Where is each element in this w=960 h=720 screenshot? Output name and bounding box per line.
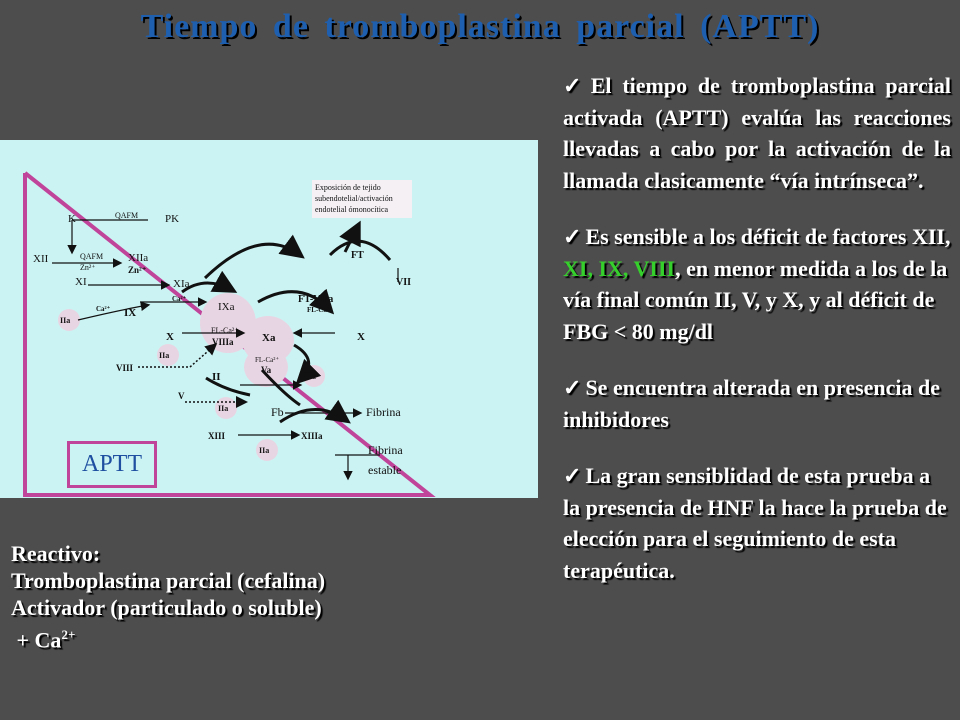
label-ft-viia: FT-VIIa xyxy=(298,294,334,305)
label-ft: FT xyxy=(351,250,364,261)
bullet-highlight: XI, IX, VIII xyxy=(563,255,676,281)
bullet-text-pre: Es sensible a los déficit de factores XII, xyxy=(585,224,951,249)
label-x-2: X xyxy=(357,331,365,343)
check-icon: ✓ xyxy=(563,73,587,98)
bullet-text: La gran sensiblidad de esta prueba a la presencia de HNF la hace la prueba de elección para el seguimiento de esta terapéutica. xyxy=(563,463,947,583)
label-qafm-1: QAFM xyxy=(115,211,139,220)
label-xi: XI xyxy=(75,276,87,288)
label-va: Va xyxy=(261,365,272,375)
label-xa: Xa xyxy=(262,332,276,344)
label-iia-5: IIa xyxy=(259,446,270,455)
label-ii: II xyxy=(212,371,221,383)
label-ca-2: Ca²⁺ xyxy=(96,305,111,313)
label-x-1: X xyxy=(166,331,174,343)
slide-title: Tiempo de tromboplastina parcial (APTT) xyxy=(140,8,820,45)
label-viii: VIII xyxy=(116,363,134,373)
label-xii: XII xyxy=(33,253,49,265)
label-pk: PK xyxy=(165,213,180,225)
bullet-item xyxy=(563,70,951,196)
label-ixa: IXa xyxy=(218,301,235,313)
label-flca-3: FL-Ca²⁺ xyxy=(307,306,333,314)
exposure-note-line2: subendotelial/activación xyxy=(315,194,393,203)
label-iia-3: IIa xyxy=(306,371,316,381)
check-icon: ✓ xyxy=(563,375,582,400)
label-k: K xyxy=(68,213,76,225)
label-flca-1: FL-Ca²⁺ xyxy=(211,326,239,335)
exposure-note-line1: Exposición de tejido xyxy=(315,183,381,192)
label-fibrina: Fibrina xyxy=(366,405,401,419)
reagent-line-2: Activador (particulado o soluble) xyxy=(11,595,322,620)
label-flca-2: FL-Ca²⁺ xyxy=(255,356,280,364)
bullet-text: El tiempo de tromboplastina parcial activada (APTT) evalúa las reacciones llevadas a cabo por la activación de la llamada clasicamente “vía intrínseca”. xyxy=(563,73,951,193)
bullet-item xyxy=(563,221,951,347)
reagent-heading: Reactivo: xyxy=(11,541,101,566)
label-iia-4: IIa xyxy=(218,404,229,413)
label-iia-1: IIa xyxy=(60,316,71,325)
check-icon: ✓ xyxy=(563,463,582,488)
label-ca-1: Ca²⁺ xyxy=(172,295,187,303)
bullet-text: Se encuentra alterada en presencia de inhibidores xyxy=(563,375,941,432)
label-v: V xyxy=(178,391,185,401)
label-fibrina-estable-2: estable xyxy=(368,463,402,477)
bullet-item xyxy=(563,372,951,435)
label-xiia: XIIa xyxy=(128,252,149,264)
label-vii: VII xyxy=(396,277,412,288)
label-fibrina-estable-1: Fibrina xyxy=(368,443,403,457)
check-icon: ✓ xyxy=(563,224,582,249)
label-xia: XIa xyxy=(173,278,190,290)
reagent-line-3 xyxy=(11,621,325,653)
label-xiiia: XIIIa xyxy=(301,431,323,441)
aptt-label-box: APTT xyxy=(67,441,157,488)
label-viiia: VIIIa xyxy=(212,337,234,347)
label-zn-2: Zn²⁺ xyxy=(128,265,147,275)
label-xiii: XIII xyxy=(208,431,226,441)
reagent-line-3-sup: 2+ xyxy=(61,627,76,642)
reagent-line-1: Tromboplastina parcial (cefalina) xyxy=(11,568,326,593)
bullet-list xyxy=(563,70,951,611)
bullet-item xyxy=(563,460,951,586)
bullet-text-post: , en menor medida a los de la vía final común II, V, y X, y al déficit de FBG < 80 mg/dl xyxy=(563,255,948,344)
label-zn-1: Zn²⁺ xyxy=(80,263,96,272)
label-iia-2: IIa xyxy=(159,351,170,360)
reagent-line-3-text: + Ca xyxy=(11,627,62,653)
reagent-notes xyxy=(11,540,325,653)
exposure-note-line3: endotelial ómonocítica xyxy=(315,205,389,214)
label-ix: IX xyxy=(124,307,137,319)
label-fb: Fb xyxy=(271,405,284,419)
label-qafm-2: QAFM xyxy=(80,252,104,261)
